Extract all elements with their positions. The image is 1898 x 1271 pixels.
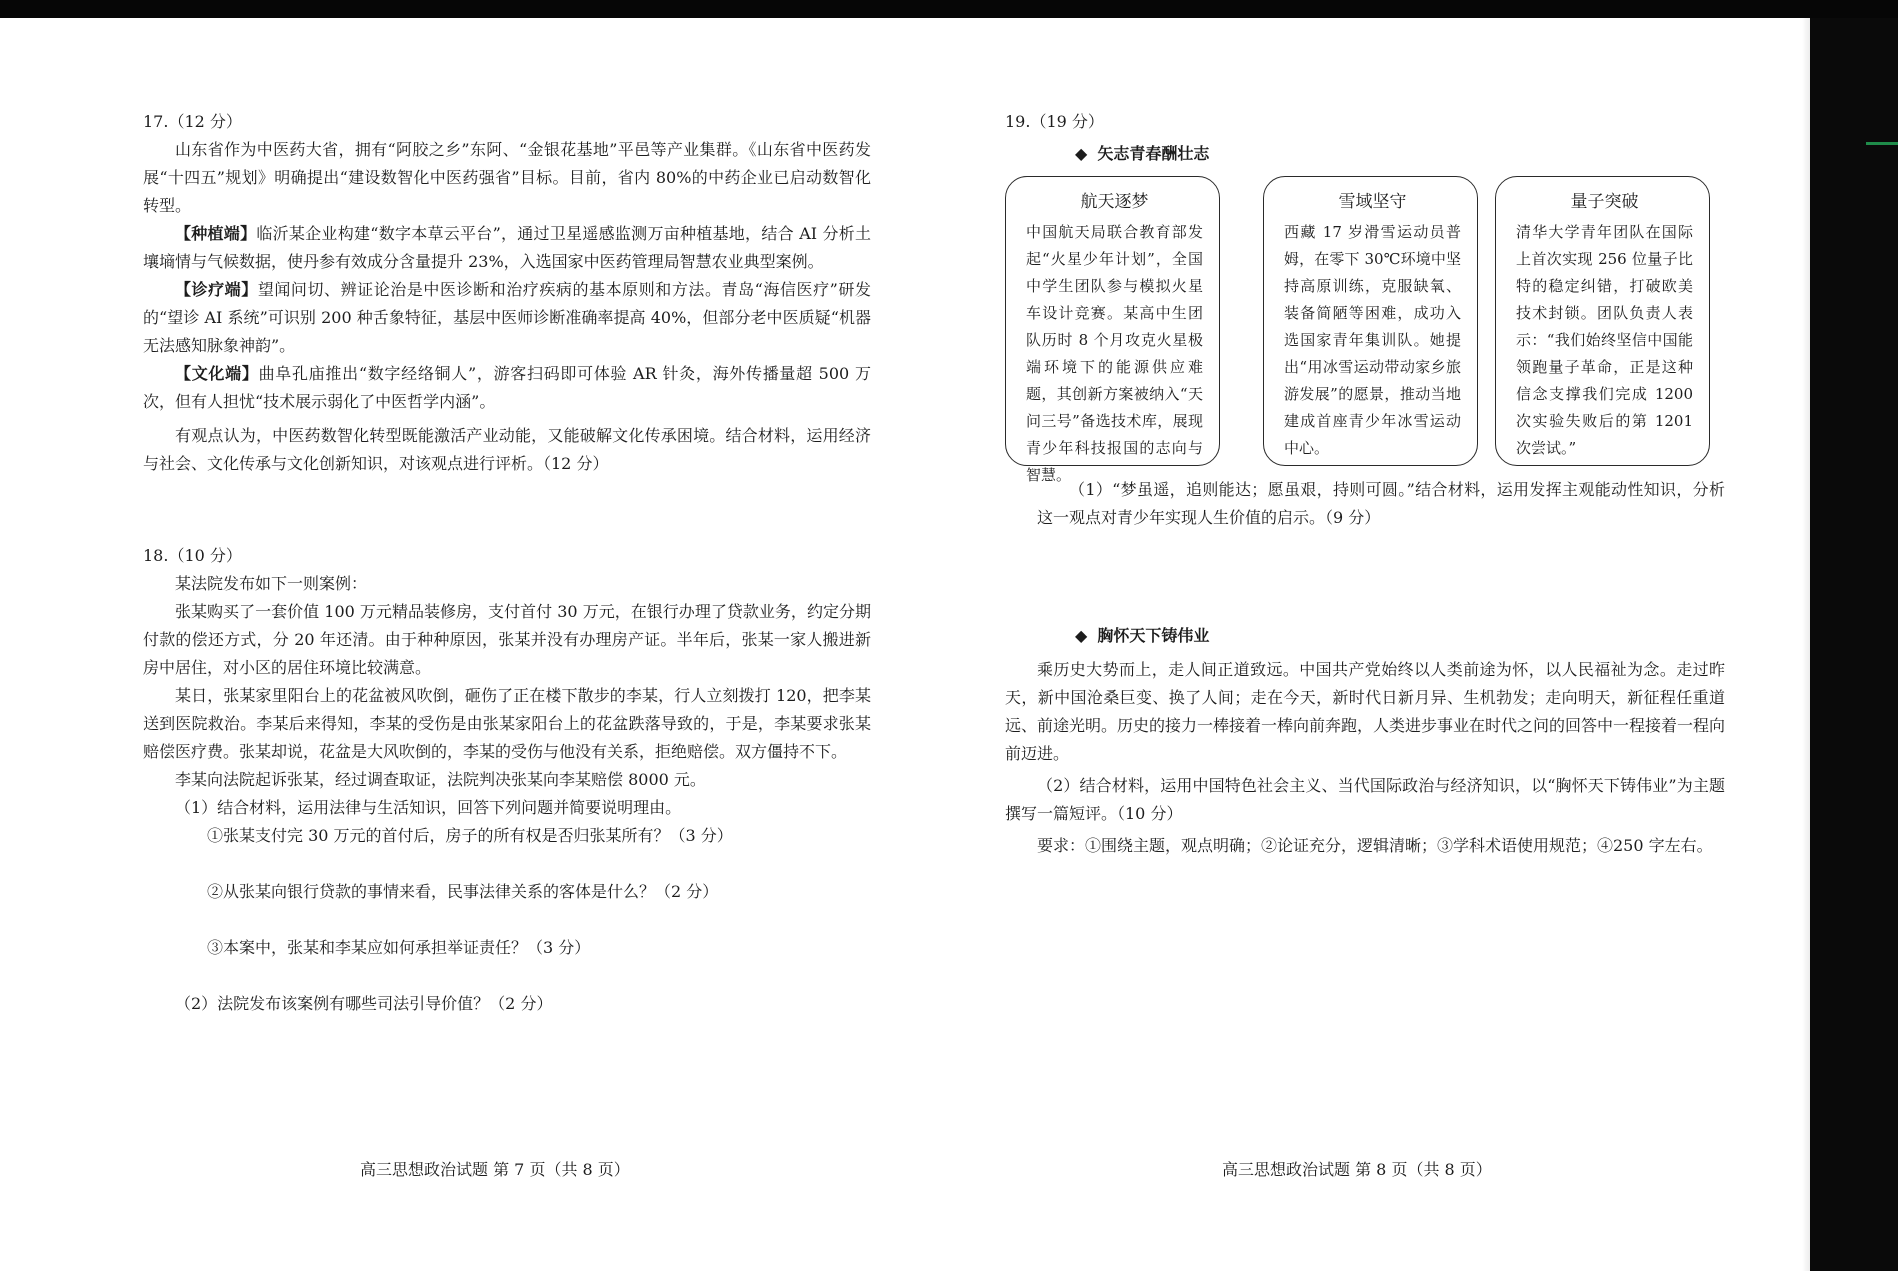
q17-planting <box>143 220 871 276</box>
question-18 <box>143 542 871 1018</box>
q17-planting-tag: 【种植端】 <box>175 224 257 243</box>
section-title-2 <box>1075 622 1725 650</box>
card-quantum-text: 清华大学青年团队在国际上首次实现 256 位量子比特的稳定纠错，打破欧美技术封锁。团队负责人表示：“我们始终坚信中国能领跑量子革命，正是这种信念支撑我们完成 1200 次实验失败后的第 1201 次尝试。” <box>1516 223 1693 457</box>
q18-intro: 某法院发布如下一则案例： <box>175 574 368 593</box>
q17-diagnosis-tag: 【诊疗端】 <box>175 280 258 299</box>
card-quantum-title: 量子突破 <box>1570 192 1639 212</box>
q18-sub-1b: ②从张某向银行贷款的事情来看，民事法律关系的客体是什么？（2 分） <box>207 882 719 901</box>
q19-sub-2: （2）结合材料，运用中国特色社会主义、当代国际政治与经济知识，以“胸怀天下铸伟业”为主题撰写一篇短评。（10 分） <box>1005 776 1725 823</box>
section-title-1 <box>1075 140 1725 168</box>
question-19 <box>1005 108 1725 860</box>
q18-case-3: 李某向法院起诉张某，经过调查取证，法院判决张某向李某赔偿 8000 元。 <box>175 770 706 789</box>
q18-case-1: 张某购买了一套价值 100 万元精品装修房，支付首付 30 万元，在银行办理了贷款业务，约定分期付款的偿还方式，分 20 年还清。由于种种原因，张某并没有办理房产证。半年后，张某一家人搬进新房中居住，对小区的居住环境比较满意。 <box>143 602 871 677</box>
q17-culture-text: 曲阜孔庙推出“数字经络铜人”，游客扫码即可体验 AR 针灸，海外传播量超 500 万次，但有人担忧“技术展示弱化了中医哲学内涵”。 <box>143 364 871 411</box>
card-snow-title: 雪域坚守 <box>1338 192 1407 212</box>
q19-sub-1: （1）“梦虽遥，追则能达；愿虽艰，持则可圆。”结合材料，运用发挥主观能动性知识，分析这一观点对青少年实现人生价值的启示。（9 分） <box>1037 480 1725 527</box>
scan-border-right <box>1810 18 1898 1271</box>
q19-requirements: 要求：①围绕主题，观点明确；②论证充分，逻辑清晰；③学科术语使用规范；④250 字左右。 <box>1037 836 1713 855</box>
scan-border-top <box>0 0 1898 18</box>
q17-intro: 山东省作为中医药大省，拥有“阿胶之乡”东阿、“金银花基地”平邑等产业集群。《山东省中医药发展“十四五”规划》明确提出“建设数智化中医药强省”目标。目前，省内 80%的中药企业已启动数智化转型。 <box>143 140 871 215</box>
q19-material: 乘历史大势而上，走人间正道致远。中国共产党始终以人类前途为怀，以人民福祉为念。走过昨天，新中国沧桑巨变、换了人间；走在今天，新时代日新月异、生机勃发；走向明天，新征程任重道远、前途光明。历史的接力一棒接着一棒向前奔跑，人类进步事业在时代之问的回答中一程接着一程向前迈进。 <box>1005 660 1726 763</box>
card-snow <box>1263 176 1478 466</box>
footer-page-7: 高三思想政治试题 第 7 页（共 8 页） <box>360 1160 630 1179</box>
scan-shadow <box>1802 18 1810 1271</box>
diamond-icon-2: ◆ <box>1075 626 1088 645</box>
q18-sub-1c: ③本案中，张某和李某应如何承担举证责任？（3 分） <box>207 938 591 957</box>
question-17 <box>143 108 871 478</box>
question-18-head: 18.（10 分） <box>143 546 242 565</box>
q17-diagnosis-text: 望闻问切、辨证论治是中医诊断和治疗疾病的基本原则和方法。青岛“海信医疗”研发的“望诊 AI 系统”可识别 200 种舌象特征，基层中医师诊断准确率提高 40%，但部分老中医质疑“机器无法感知脉象神韵”。 <box>143 280 871 355</box>
question-19-head: 19.（19 分） <box>1005 112 1104 131</box>
q17-planting-text: 临沂某企业构建“数字本草云平台”，通过卫星遥感监测万亩种植基地，结合 AI 分析土壤墒情与气候数据，使丹参有效成分含量提升 23%，入选国家中医药管理局智慧农业典型案例。 <box>143 224 871 271</box>
card-aerospace-text: 中国航天局联合教育部发起“火星少年计划”，全国中学生团队参与模拟火星车设计竞赛。某高中生团队历时 8 个月攻克火星极端环境下的能源供应难题，其创新方案被纳入“天问三号”备选技术库，展现青少年科技报国的志向与智慧。 <box>1026 223 1203 484</box>
q17-culture <box>143 360 871 416</box>
section-title-1-text: 矢志青春酬壮志 <box>1097 144 1210 163</box>
card-quantum <box>1495 176 1710 466</box>
footer-page-8: 高三思想政治试题 第 8 页（共 8 页） <box>1222 1160 1492 1179</box>
q17-culture-tag: 【文化端】 <box>175 364 259 383</box>
q18-sub-1a: ①张某支付完 30 万元的首付后，房子的所有权是否归张某所有？（3 分） <box>207 826 733 845</box>
page-right <box>1005 108 1725 860</box>
card-snow-text: 西藏 17 岁滑雪运动员普姆，在零下 30℃环境中坚持高原训练，克服缺氧、装备简陋等困难，成功入选国家青年集训队。她提出“用冰雪运动带动家乡旅游发展”的愿景，推动当地建成首座青少年冰雪运动中心。 <box>1284 223 1461 457</box>
page-left <box>143 108 871 1018</box>
section-title-2-text: 胸怀天下铸伟业 <box>1097 626 1210 645</box>
q18-case-2: 某日，张某家里阳台上的花盆被风吹倒，砸伤了正在楼下散步的李某，行人立刻拨打 120，把李某送到医院救治。李某后来得知，李某的受伤是由张某家阳台上的花盆跌落导致的，于是，李某要求张某赔偿医疗费。张某却说，花盆是大风吹倒的，李某的受伤与他没有关系，拒绝赔偿。双方僵持不下。 <box>143 686 871 761</box>
case-cards <box>1005 176 1725 484</box>
diamond-icon: ◆ <box>1075 144 1088 163</box>
card-aerospace-title: 航天逐梦 <box>1080 192 1149 212</box>
scan-marker <box>1866 142 1898 145</box>
question-17-head: 17.（12 分） <box>143 112 242 131</box>
q17-question: 有观点认为，中医药数智化转型既能激活产业动能，又能破解文化传承困境。结合材料，运用经济与社会、文化传承与文化创新知识，对该观点进行评析。（12 分） <box>143 426 871 473</box>
q17-diagnosis <box>143 276 871 360</box>
q18-sub-1: （1）结合材料，运用法律与生活知识，回答下列问题并简要说明理由。 <box>175 798 682 817</box>
card-aerospace <box>1005 176 1220 484</box>
q18-sub-2: （2）法院发布该案例有哪些司法引导价值？（2 分） <box>175 994 553 1013</box>
